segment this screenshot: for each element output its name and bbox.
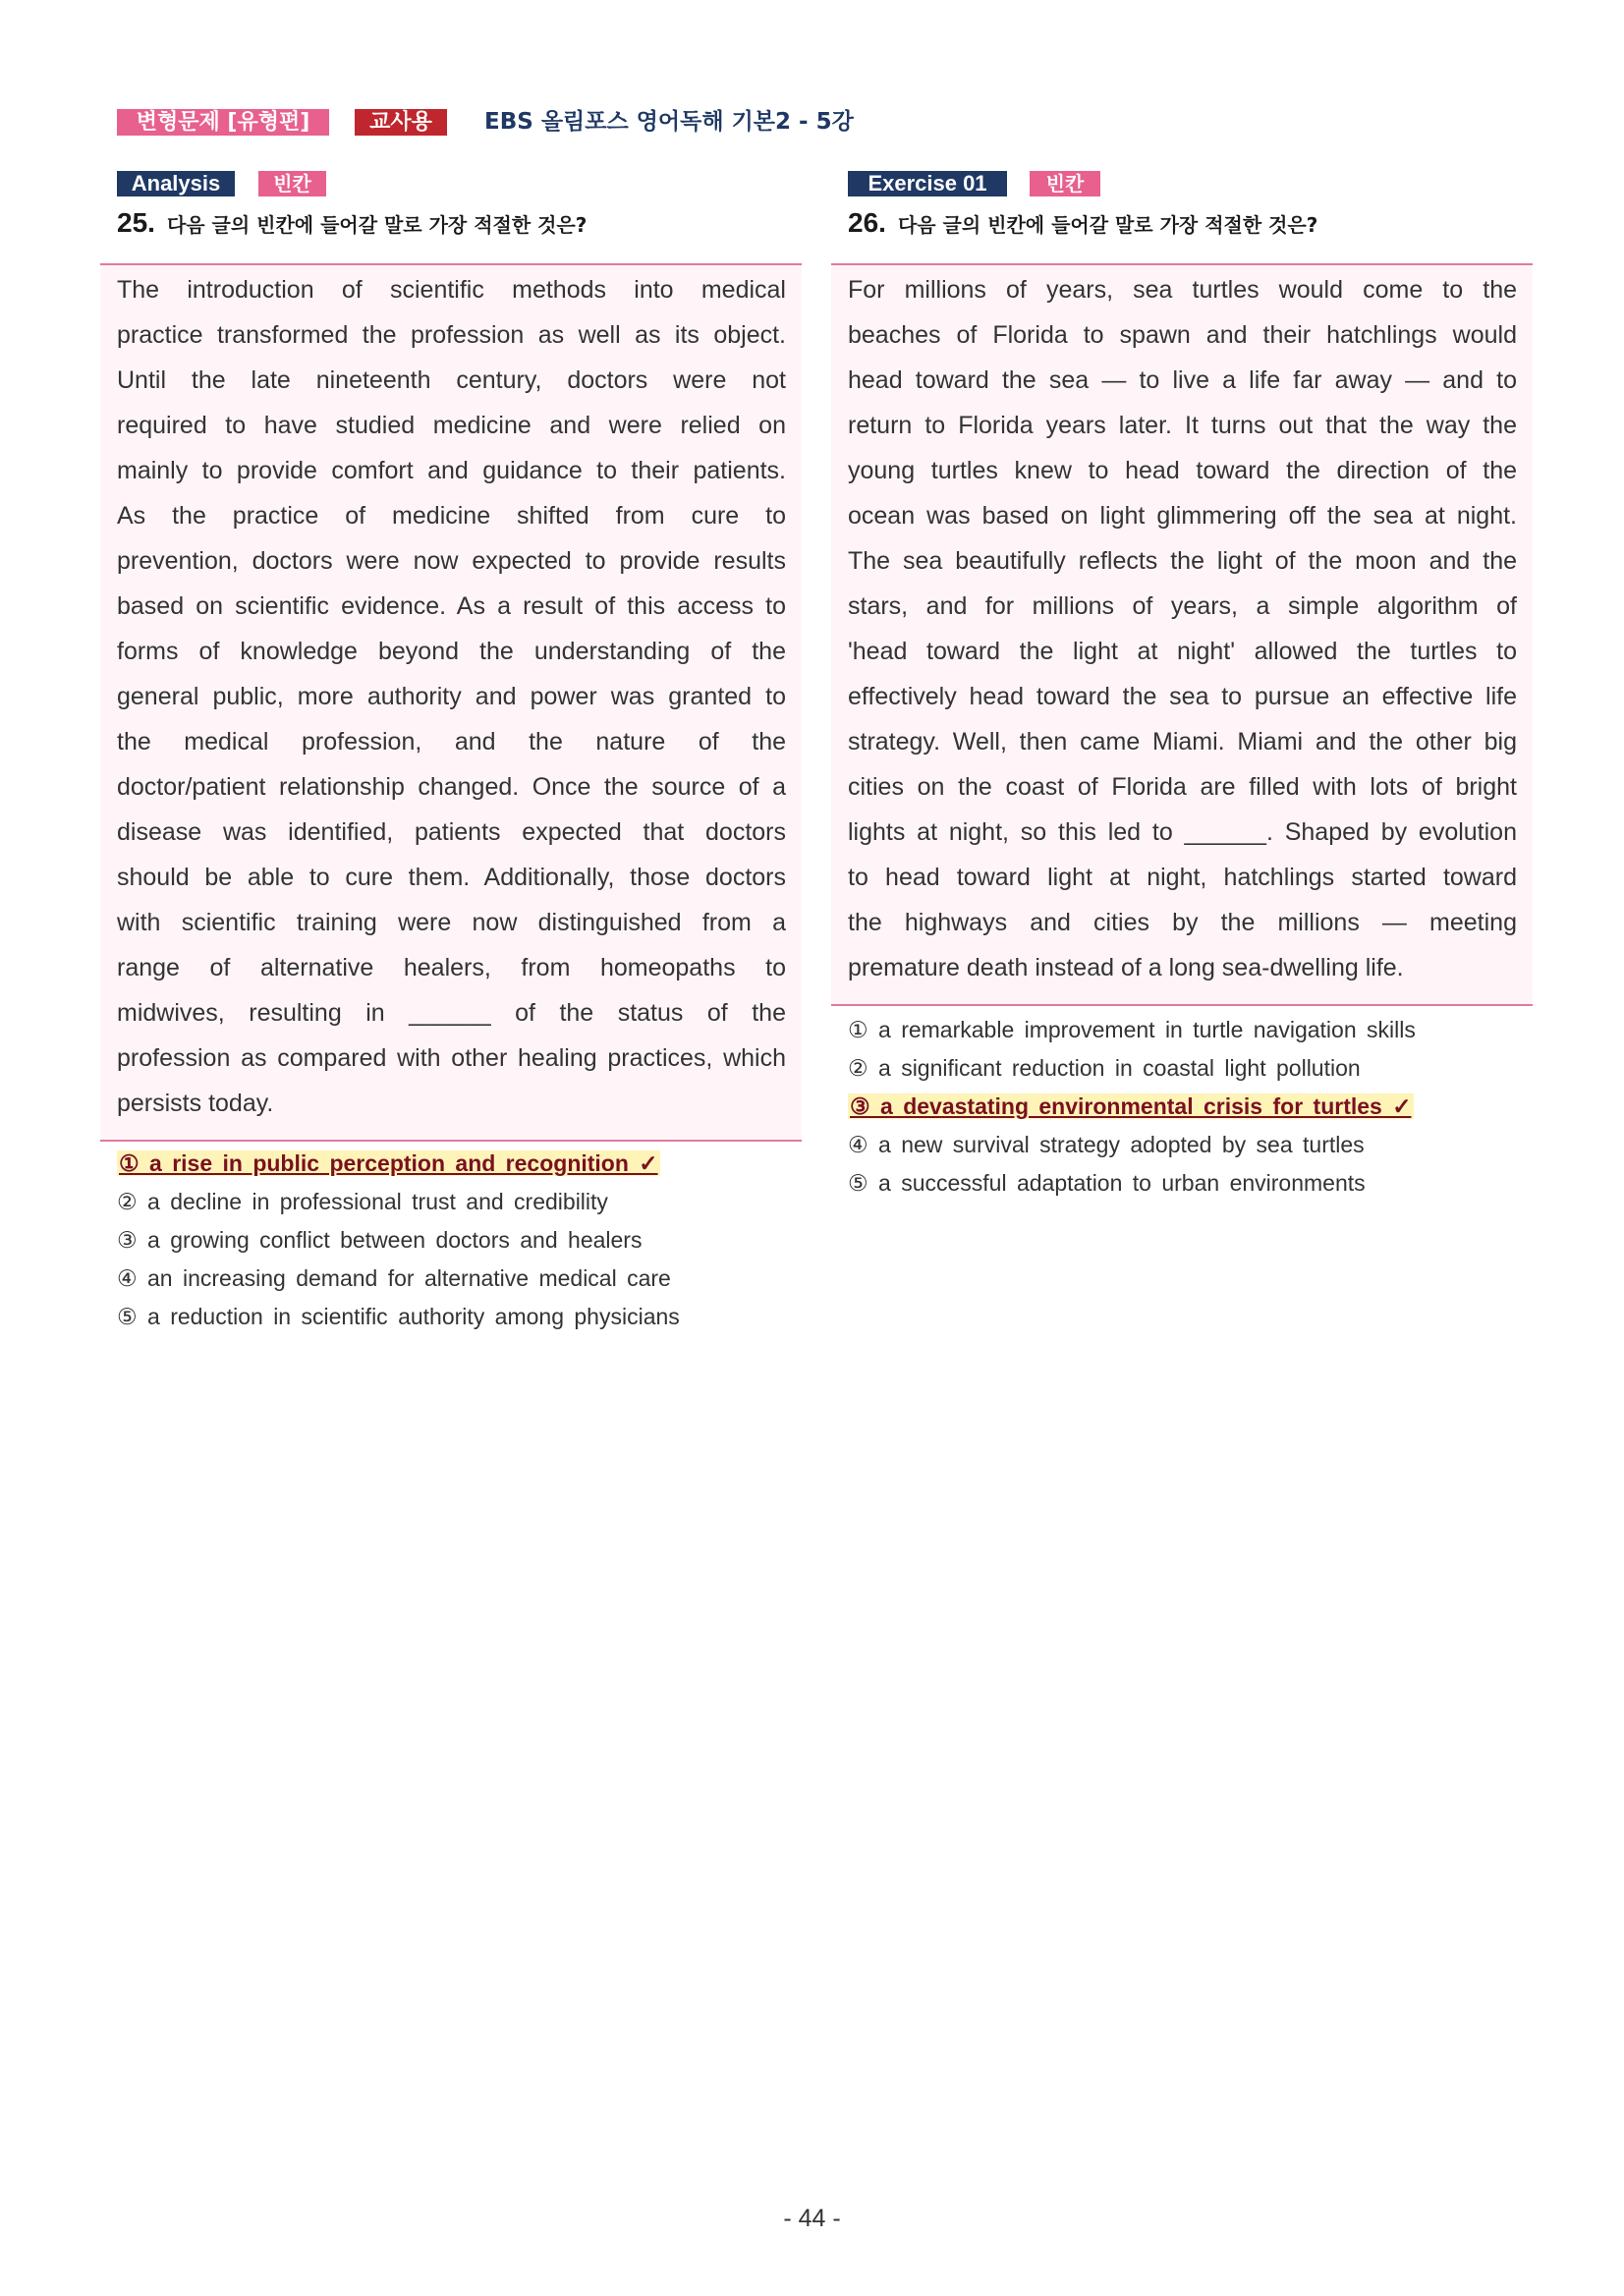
section-tag: Analysis (117, 171, 235, 196)
section-tags (848, 171, 1100, 196)
choice-option (848, 1164, 1416, 1203)
passage-line: beaches of Florida to spawn and their hatchlings would (848, 321, 1517, 349)
passage-line: 'head toward the light at night' allowed the turtles to (848, 638, 1517, 665)
passage-line: head toward the sea — to live a life far away — and to (848, 366, 1517, 394)
choice-text: ① a remarkable improvement in turtle navigation skills (848, 1017, 1416, 1042)
choice-option (117, 1183, 680, 1221)
passage-line: As the practice of medicine shifted from cure to (117, 502, 786, 530)
passage-line: strategy. Well, then came Miami. Miami and the other big (848, 728, 1517, 756)
passage-line: Until the late nineteenth century, doctors were not (117, 366, 786, 394)
passage-line: general public, more authority and power was granted to (117, 683, 786, 710)
passage-line: doctor/patient relationship changed. Once the source of a (117, 773, 786, 801)
choice-option (848, 1126, 1416, 1164)
passage-line: profession as compared with other healing practices, which (117, 1044, 786, 1072)
choice-text: ⑤ a reduction in scientific authority among physicians (117, 1304, 680, 1329)
teacher-edition-tag: 교사용 (355, 109, 447, 136)
choice-text: ③ a devastating environmental crisis for turtles ✓ (850, 1093, 1412, 1119)
passage-line: return to Florida years later. It turns out that the way the (848, 412, 1517, 439)
choice-option (117, 1260, 680, 1298)
document-title: EBS 올림포스 영어독해 기본2 - 5강 (484, 109, 854, 135)
answer-choices (117, 1145, 680, 1336)
passage-line: midwives, resulting in ______ of the status of the (117, 999, 786, 1027)
passage-line: with scientific training were now distinguished from a (117, 909, 786, 936)
page-number: - 44 - (783, 2205, 841, 2232)
choice-text: ⑤ a successful adaptation to urban environments (848, 1170, 1366, 1196)
choice-text: ① a rise in public perception and recognition ✓ (119, 1150, 658, 1176)
passage-line: mainly to provide comfort and guidance to their patients. (117, 457, 786, 484)
passage-line: lights at night, so this led to ______. Shaped by evolution (848, 818, 1517, 846)
passage-line: stars, and for millions of years, a simple algorithm of (848, 592, 1517, 620)
passage-box (100, 263, 802, 1142)
passage-line: The introduction of scientific methods into medical (117, 276, 786, 304)
question-prompt: 다음 글의 빈칸에 들어갈 말로 가장 적절한 것은? (166, 213, 588, 237)
right-column (831, 0, 1533, 1375)
question-number: 25. (117, 207, 155, 238)
passage-line: the highways and cities by the millions — meeting (848, 909, 1517, 936)
passage-line: The sea beautifully reflects the light of the moon and the (848, 547, 1517, 575)
passage-line: young turtles knew to head toward the direction of the (848, 457, 1517, 484)
passage-box (831, 263, 1533, 1006)
question-heading (117, 207, 587, 243)
passage-line: For millions of years, sea turtles would come to the (848, 276, 1517, 304)
section-tags (117, 171, 326, 196)
passage-line: practice transformed the profession as well as its object. (117, 321, 786, 349)
passage-line: required to have studied medicine and were relied on (117, 412, 786, 439)
choice-option (117, 1221, 680, 1260)
choice-text: ④ an increasing demand for alternative medical care (117, 1265, 671, 1291)
choice-option-correct (117, 1145, 680, 1183)
passage-line: persists today. (117, 1090, 274, 1117)
passage-line: forms of knowledge beyond the understanding of the (117, 638, 786, 665)
choice-option (848, 1049, 1416, 1088)
passage-line: based on scientific evidence. As a result of this access to (117, 592, 786, 620)
choice-text: ② a significant reduction in coastal light pollution (848, 1055, 1361, 1081)
choice-option-correct (848, 1088, 1416, 1126)
passage-line: effectively head toward the sea to pursue an effective life (848, 683, 1517, 710)
passage-line: disease was identified, patients expected that doctors (117, 818, 786, 846)
passage-line: to head toward light at night, hatchlings started toward (848, 864, 1517, 891)
question-prompt: 다음 글의 빈칸에 들어갈 말로 가장 적절한 것은? (897, 213, 1318, 237)
answer-choices (848, 1011, 1416, 1203)
passage-line: prevention, doctors were now expected to provide results (117, 547, 786, 575)
question-heading (848, 207, 1317, 243)
passage-line: cities on the coast of Florida are filled with lots of bright (848, 773, 1517, 801)
passage-line: range of alternative healers, from homeopaths to (117, 954, 786, 981)
variant-type-tag: 변형문제 [유형편] (117, 109, 329, 136)
question-number: 26. (848, 207, 886, 238)
choice-option (848, 1011, 1416, 1049)
choice-text: ③ a growing conflict between doctors and healers (117, 1227, 643, 1253)
question-type-tag: 빈칸 (1030, 171, 1100, 196)
passage-line: the medical profession, and the nature of the (117, 728, 786, 756)
question-type-tag: 빈칸 (258, 171, 326, 196)
passage-line: should be able to cure them. Additionally, those doctors (117, 864, 786, 891)
choice-option (117, 1298, 680, 1336)
section-tag: Exercise 01 (848, 171, 1007, 196)
choice-text: ② a decline in professional trust and credibility (117, 1189, 608, 1214)
passage-line: ocean was based on light glimmering off the sea at night. (848, 502, 1517, 530)
left-column (100, 0, 802, 1375)
passage-line: premature death instead of a long sea-dwelling life. (848, 954, 1404, 981)
choice-text: ④ a new survival strategy adopted by sea turtles (848, 1132, 1365, 1157)
